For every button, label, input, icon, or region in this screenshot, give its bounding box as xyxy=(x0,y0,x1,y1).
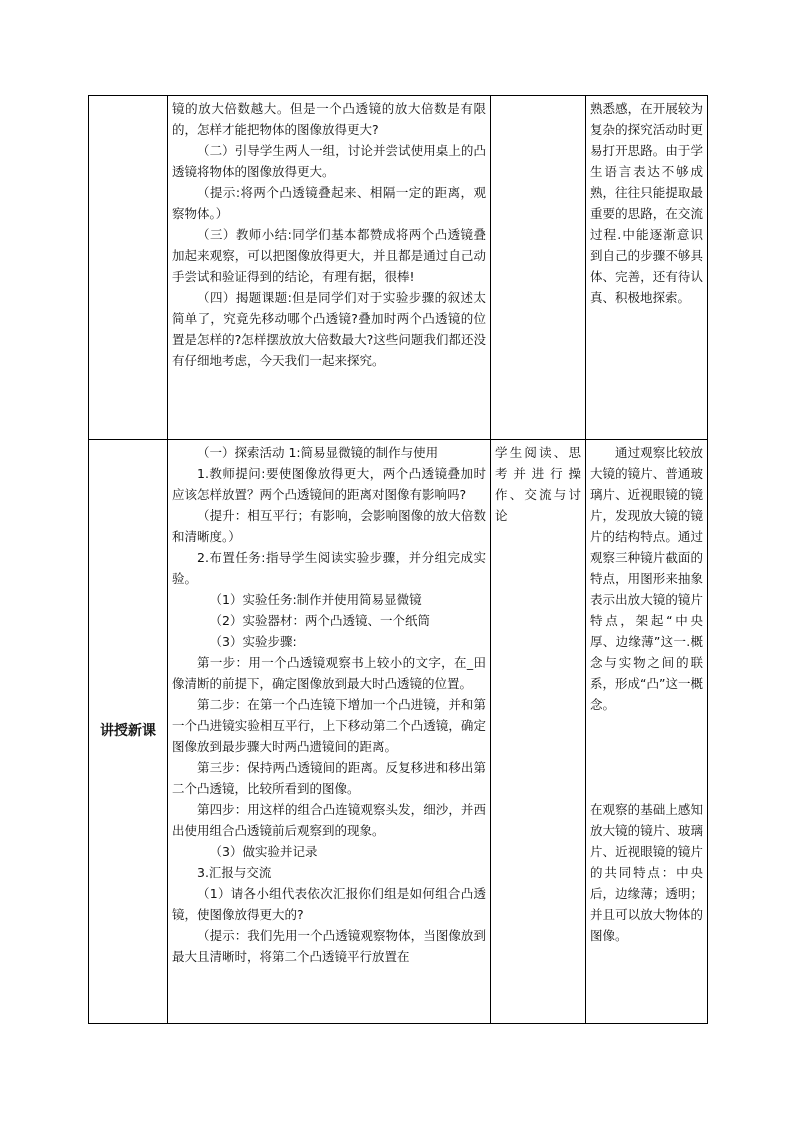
paragraph: （1）实验任务:制作并使用简易显微镜 xyxy=(209,592,422,607)
paragraph: 第一步：用一个凸透镜观察书上较小的文字，在_田像清断的前提下，确定图像放到最大时凸透镜的位置。 xyxy=(172,655,486,691)
intent-text: 熟悉感，在开展较为复杂的探究活动时更易打开思路。由于学生语言表达不够成熟，往往只能提取最重要的思路，在交流过程.中能逐渐意识到自己的步骤不够具体、完善，还有待认真、积极地探索。 xyxy=(590,101,703,305)
paragraph: 镜的放大倍数越大。但是一个凸透镜的放大倍数是有限的，怎样才能把物体的图像放得更大? xyxy=(172,101,486,137)
paragraph: 1.教师提问:要使图像放得更大，两个凸透镜叠加时应该怎样放置？两个凸透镜间的距离对图像有影响吗? xyxy=(172,466,486,502)
intent-cell xyxy=(586,96,708,440)
table-row xyxy=(89,96,708,440)
intent-cell xyxy=(586,440,708,1024)
table-row xyxy=(89,440,708,1024)
paragraph: （四）揭题课题:但是同学们对于实验步骤的叙述太简单了，究竟先移动哪个凸透镜?叠加时两个凸透镜的位置是怎样的?怎样摆放放大倍数最大?这些问题我们都还没有仔细地考虑，今天我们一起来探究。 xyxy=(172,290,486,368)
paragraph: 第四步：用这样的组合凸连镜观察头发，细沙，并西出使用组合凸透镜前后观察到的现象。 xyxy=(172,802,486,838)
intent-text: 在观察的基础上感知放大镜的镜片、玻璃片、近视眼镜的镜片的共同特点：中央后，边缘薄；透明；并且可以放大物体的图像。 xyxy=(590,802,703,943)
paragraph: 2.布置任务:指导学生阅读实验步骤，并分组完成实验。 xyxy=(172,550,486,586)
paragraph: （提示：我们先用一个凸透镜观察物体，当图像放到最大且清晰时，将第二个凸透镜平行放置在 xyxy=(172,928,486,964)
content-cell xyxy=(168,440,491,1024)
paragraph: （3）实验步骤: xyxy=(209,634,297,649)
activity-cell xyxy=(491,440,586,1024)
content-cell xyxy=(168,96,491,440)
paragraph: 3.汇报与交流 xyxy=(197,865,272,880)
paragraph: （1）请各小组代表依次汇报你们组是如何组合凸透镜，使图像放得更大的? xyxy=(172,886,486,922)
intent-text: 通过观察比较放大镜的镜片、普通玻璃片、近视眼镜的镜片，发现放大镜的镜片的结构特点。通过观察三种镜片截面的特点，用图形来抽象表示出放大镜的镜片特点，架起“中央厚、边缘薄”这一.概念与实物之间的联系，形成“凸”这一概念。 xyxy=(590,445,703,712)
lesson-plan-table xyxy=(88,95,708,1024)
row-label: 讲授新课 xyxy=(89,440,168,1024)
paragraph: 第二步：在第一个凸连镜下增加一个凸进镜，并和第一个凸进镜实验相互平行，上下移动第二个凸透镜，确定图像放到最步骤大时两凸遗镜间的距离。 xyxy=(172,697,486,754)
paragraph: （提示:将两个凸透镜叠起来、相隔一定的距离，观察物体。） xyxy=(172,185,486,221)
paragraph: （二）引导学生两人一组，讨论并尝试使用桌上的凸透镜将物体的图像放得更大。 xyxy=(172,143,486,179)
activity-cell xyxy=(491,96,586,440)
paragraph: （三）教师小结:同学们基本都赞成将两个凸透镜叠加起来观察，可以把图像放得更大，并且都是通过自己动手尝试和验证得到的结论，有理有据，很棒! xyxy=(172,227,486,284)
paragraph: （3）做实验并记录 xyxy=(209,844,318,859)
paragraph: （一）探索活动 1:简易显微镜的制作与使用 xyxy=(197,445,439,460)
activity-text: 学生阅读、思考并进行操作、交流与讨论 xyxy=(495,445,581,523)
paragraph: （2）实验器材：两个凸透镜、一个纸筒 xyxy=(209,613,430,628)
paragraph: 第三步：保持两凸透镜间的距离。反复移进和移出第二个凸透镜，比较所看到的图像。 xyxy=(172,760,486,796)
row-label xyxy=(89,96,168,440)
paragraph: （提升：相互平行；有影响，会影响图像的放大倍数和清晰度。） xyxy=(172,508,486,544)
